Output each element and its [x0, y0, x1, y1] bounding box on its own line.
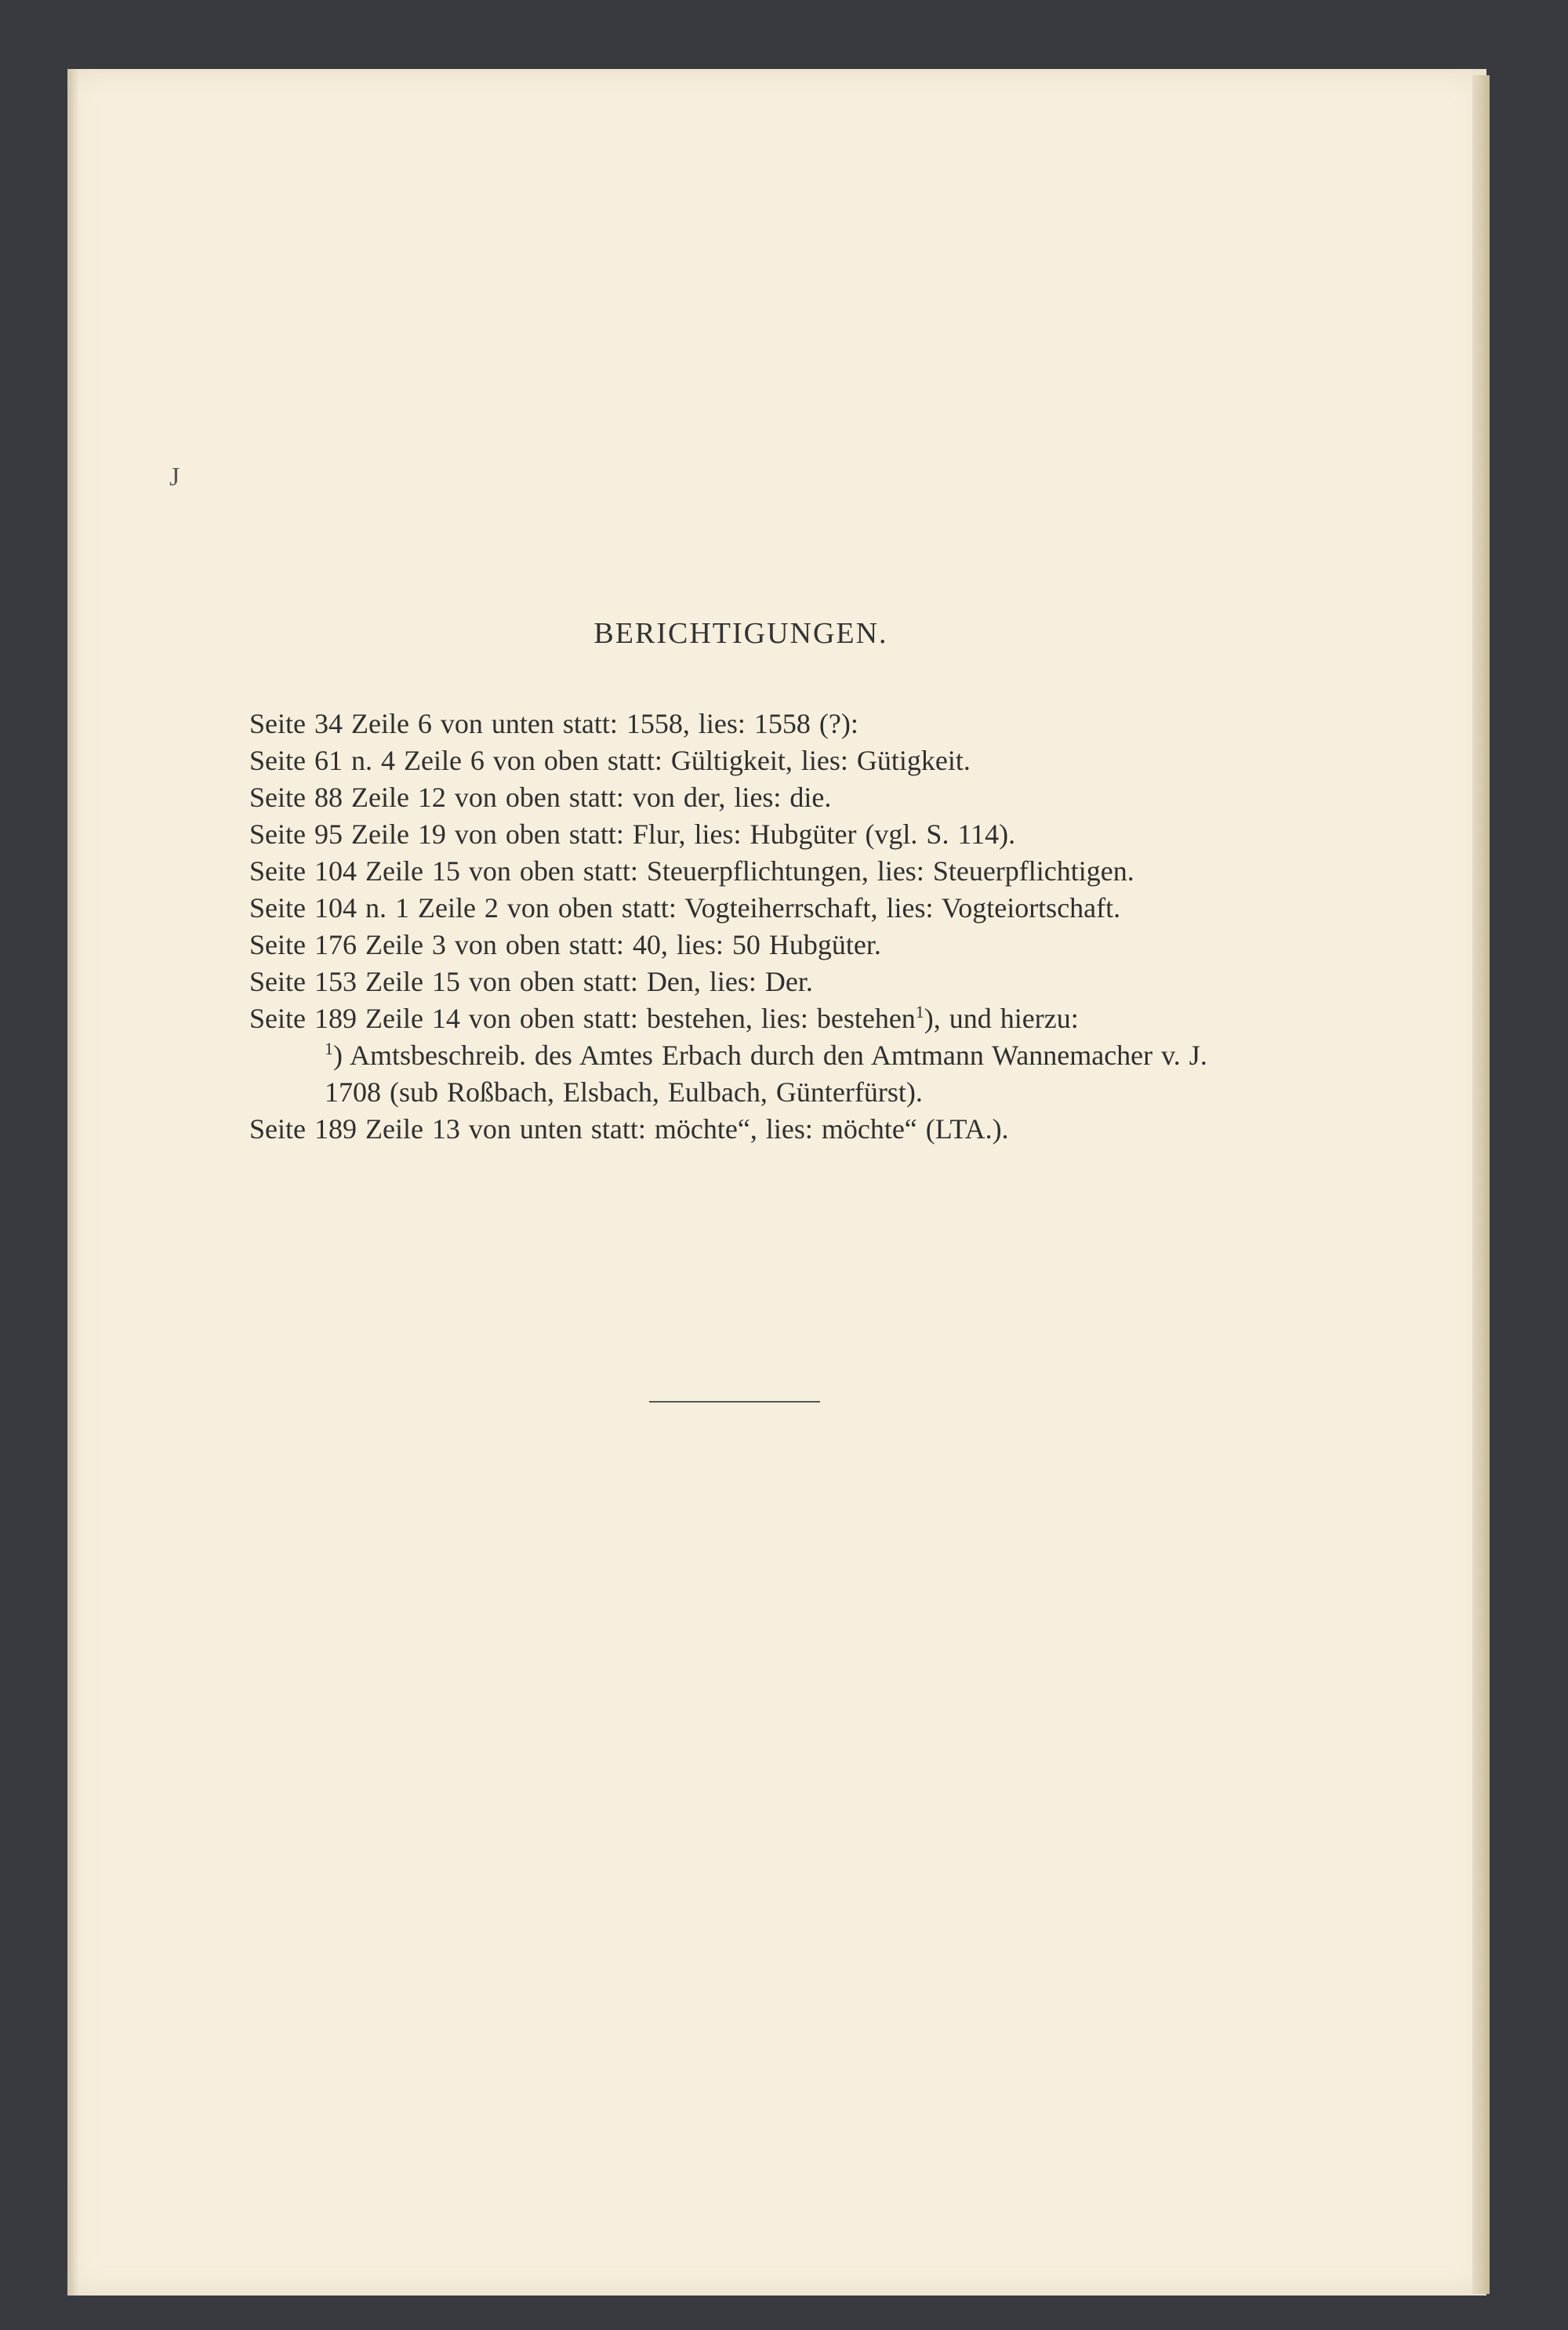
correction-entry: Seite 189 Zeile 13 von unten statt: möchte“, lies: möchte“ (LTA.).	[249, 1113, 1009, 1145]
correction-entry: Seite 95 Zeile 19 von oben statt: Flur, lies: Hubgüter (vgl. S. 114).	[249, 818, 1016, 850]
correction-entry: Seite 104 Zeile 15 von oben statt: Steuerpflichtungen, lies: Steuerpflichtigen.	[249, 855, 1134, 887]
correction-entry: Seite 88 Zeile 12 von oben statt: von der, lies: die.	[249, 782, 832, 813]
correction-entry: Seite 61 n. 4 Zeile 6 von oben statt: Gültigkeit, lies: Gütigkeit.	[249, 745, 971, 776]
footnote	[325, 1037, 1237, 1111]
correction-entry: Seite 153 Zeile 15 von oben statt: Den, lies: Der.	[249, 966, 813, 997]
margin-mark: J	[169, 463, 180, 492]
footnote-marker: 1	[325, 1039, 333, 1058]
corrections-list	[249, 706, 1237, 1148]
closing-rule	[649, 1401, 820, 1403]
correction-entry: Seite 176 Zeile 3 von oben statt: 40, lies: 50 Hubgüter.	[249, 929, 881, 960]
correction-text: Seite 189 Zeile 14 von oben statt: bestehen, lies: bestehen	[249, 1003, 916, 1034]
correction-text-continued: ), und hierzu:	[924, 1003, 1079, 1034]
footnote-reference: 1	[915, 1002, 924, 1022]
correction-entry: Seite 104 n. 1 Zeile 2 von oben statt: Vogteiherrschaft, lies: Vogteiortschaft.	[249, 892, 1121, 924]
page-title: BERICHTIGUNGEN.	[593, 617, 888, 650]
correction-entry-with-footnote	[249, 1000, 1237, 1111]
correction-entry: Seite 34 Zeile 6 von unten statt: 1558, lies: 1558 (?):	[249, 708, 858, 739]
book-page	[67, 69, 1486, 2296]
page-gutter-shadow	[67, 69, 78, 2296]
footnote-text: ) Amtsbeschreib. des Amtes Erbach durch den Amtmann Wannemacher v. J. 1708 (sub Roßbach, Elsbach, Eulbach, Günterfürst).	[325, 1040, 1207, 1108]
page-edge	[1472, 75, 1490, 2294]
